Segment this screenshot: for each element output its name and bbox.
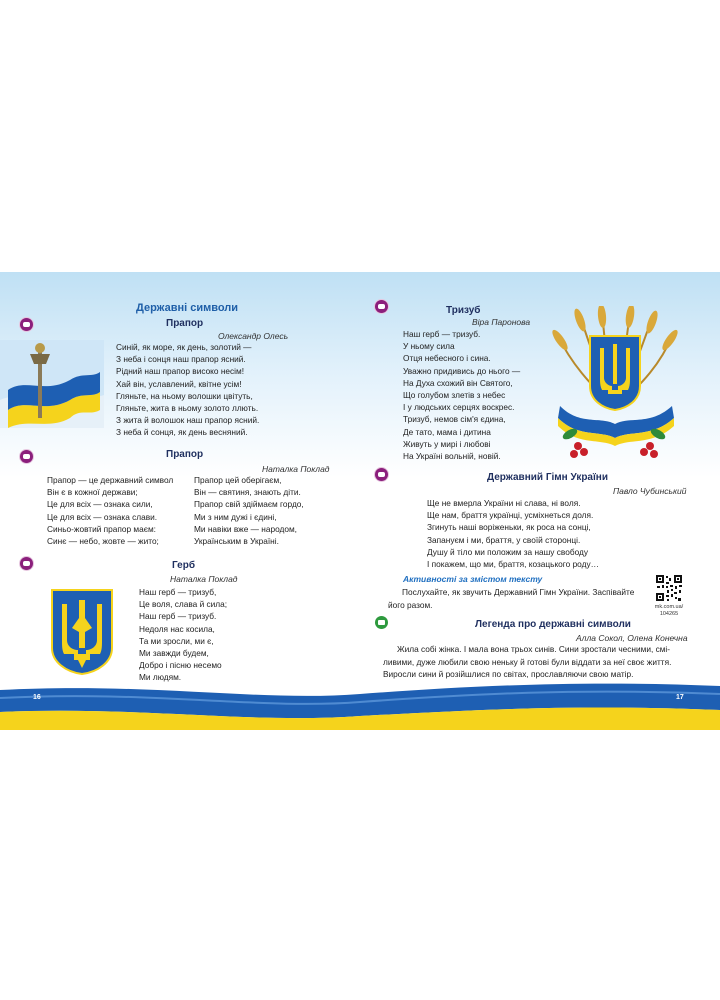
poem-author: Наталка Поклад [170, 574, 238, 584]
legend-title: Легенда про державні символи [475, 619, 631, 630]
poem-author: Наталка Поклад [262, 464, 330, 474]
poem-text: Наш герб — тризуб, Це воля, слава й сила; Наш герб — тризуб. Недоля нас косила, Та ми зросли, ми є, Ми завжди будем, Добро і пісню несемо Ми людям. [139, 587, 228, 683]
poem-author: Віра Паронова [472, 317, 531, 327]
poem-title: Прапор [166, 318, 204, 329]
flag-monument-image [0, 340, 104, 428]
listen-icon[interactable] [20, 318, 33, 331]
page-title: Державні символи [136, 302, 239, 314]
poem-title: Прапор [166, 449, 204, 460]
activity-text: Послухайте, як звучить Державний Гімн України. Заспівайте його разом. [388, 587, 635, 610]
activity-heading: Активності за змістом тексту [403, 574, 543, 584]
listen-icon[interactable] [375, 300, 388, 313]
wheat-wreath-coat-of-arms [550, 306, 680, 462]
poem-title: Тризуб [446, 305, 481, 316]
page-number-right: 17 [676, 694, 684, 701]
legend-author: Алла Сокол, Олена Конечна [576, 633, 688, 643]
poem-text-column-left: Прапор — це державний символ Він є в кожної держави; Це для всіх — ознака сили, Це для всіх — ознака слави. Синьо-жовтий прапор маєм: Синє — небо, жовте — жито; [47, 475, 174, 547]
qr-code[interactable] [655, 574, 683, 602]
listen-icon[interactable] [20, 557, 33, 570]
poem-text: Наш герб — тризуб. У ньому сила Отця небесного і сина. Уважно придивись до нього — На Духа схожий він Святого, Що голубом злетів з небес І у людських серцях воскрес. Тризуб, немов сім'я єдина, Де тато, мама і дитина Живуть у мирі і любові На Україні вольній, новій. [403, 329, 521, 462]
legend-text: Жила собі жінка. І мала вона трьох синів. Сини зростали чесними, смі- ливими, дуже любили свою неньку й готові були віддати за неї своє життя. Виросли сини й розійшлися по світах, прославляючи свою матір. [383, 644, 672, 680]
page-number-left: 16 [33, 694, 41, 701]
trident-icon [50, 588, 114, 676]
anthem-author: Павло Чубинський [613, 486, 687, 496]
flag-wave-band [0, 680, 720, 730]
poem-title: Герб [172, 560, 196, 571]
read-book-icon[interactable] [375, 616, 388, 629]
anthem-title: Державний Гімн України [487, 472, 608, 483]
qr-caption: mk.com.ua/ 104265 [654, 604, 684, 617]
listen-icon[interactable] [375, 468, 388, 481]
listen-icon[interactable] [20, 450, 33, 463]
anthem-text: Ще не вмерла України ні слава, ні воля. Ще нам, браття українці, усміхнеться доля. Згинуть наші воріженьки, як роса на сонці, Запануєм і ми, браття, у своїй сторонці. Душу й тіло ми положим за нашу свободу І покажем, що ми, браття, козацького роду… [427, 498, 599, 570]
poem-text-column-right: Прапор цей оберігаєм, Він — святиня, знають діти. Прапор свій здіймаєм гордо, Ми з ним дужі і єдині, Ми навіки вже — народом, Українським в Україні. [194, 475, 304, 547]
poem-author: Олександр Олесь [218, 331, 289, 341]
poem-text: Синій, як море, як день, золотий — З неба і сонця наш прапор ясний. Рідний наш прапор високо несім! Хай він, уславлений, квітне усім! Гляньте, на ньому волошки цвітуть, Гляньте, жита в ньому золото ллють. З жита й волошок наш прапор ясний. З неба й сонця, як день весняний. [116, 342, 260, 438]
